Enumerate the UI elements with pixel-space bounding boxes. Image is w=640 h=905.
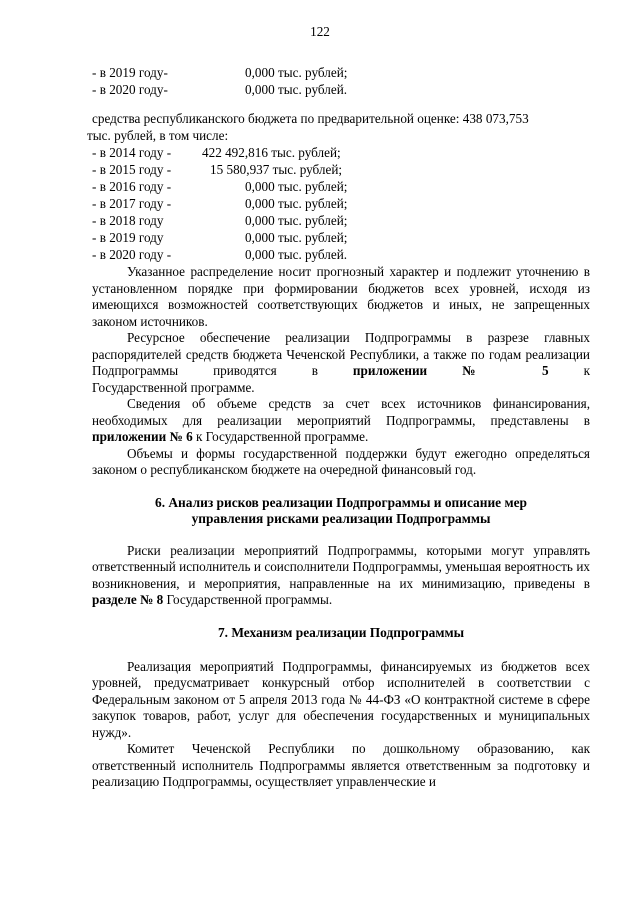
risks-paragraph: [92, 543, 590, 609]
year-amount: 0,000 тыс. рублей;: [245, 213, 348, 228]
forecast-paragraph: Указанное распределение носит прогнозный характер и подлежит уточнению в установленном порядке при формировании бюджетов всех уровней, исходя из имеющихся возможностей соответствующих бюджетов и иных, не запрещенных законом источников.: [92, 264, 590, 329]
section-6-title: [92, 495, 590, 527]
resources-paragraph-end: Государственной программе.: [92, 379, 255, 395]
year-label: - в 2015 году -: [92, 162, 172, 177]
year-label: - в 2018 году: [92, 213, 164, 228]
resources-paragraph: [92, 330, 590, 380]
mechanism-paragraph-2: Комитет Чеченской Республики по дошкольному образованию, как ответственный исполнитель Подпрограммы является ответственным за подготовку и реализацию Подпрограммы, осуществляет управленческие и: [92, 741, 590, 789]
year-line-2020-top: [92, 82, 590, 99]
mechanism-paragraph-1: Реализация мероприятий Подпрограммы, финансируемых из бюджетов всех уровней, предусматривает конкурсный отбор исполнителей в соответствии с Федеральным законом от 5 апреля 2013 года № 44-ФЗ «О контрактной системе в сфере закупок товаров, работ, услуг для обеспечения государственных и муниципальных нужд».: [92, 658, 590, 740]
section-8-reference: разделе № 8: [92, 592, 164, 607]
year-line-2016: [92, 179, 590, 196]
section-7-title: 7. Механизм реализации Подпрограммы: [217, 624, 465, 640]
year-line-2018: [92, 213, 590, 230]
appendix-5-reference: приложении № 5: [352, 363, 549, 378]
year-amount: 422 492,816 тыс. рублей;: [202, 145, 341, 160]
risks-text-end: Государственной программы.: [166, 592, 333, 607]
page-number: 122: [310, 24, 330, 39]
republic-budget-line2: тыс. рублей, в том числе:: [87, 128, 229, 143]
section-6-title-line1: 6. Анализ рисков реализации Подпрограммы и описание мер: [155, 494, 527, 510]
year-line-2017: [92, 196, 590, 213]
year-label: - в 2019 году-: [92, 65, 168, 80]
document-body: [87, 65, 590, 791]
year-label: - в 2014 году -: [92, 145, 172, 160]
year-label: - в 2017 году -: [92, 196, 172, 211]
section-6-title-line2: управления рисками реализации Подпрограммы: [191, 510, 491, 526]
year-line-2020: [92, 247, 590, 264]
year-line-2015: [92, 162, 590, 179]
year-line-2014: [92, 145, 590, 162]
year-amount: 0,000 тыс. рублей.: [245, 82, 348, 97]
year-line-2019-top: [92, 65, 590, 82]
resources-text-k: к: [583, 363, 590, 378]
year-line-2019: [92, 230, 590, 247]
appendix-6-reference: приложении № 6: [92, 429, 193, 444]
sources-paragraph: [92, 396, 590, 446]
year-label: - в 2019 году: [92, 230, 164, 245]
year-amount: 0,000 тыс. рублей;: [245, 230, 348, 245]
support-paragraph: Объемы и формы государственной поддержки будут ежегодно определяться законом о республиканском бюджете на очередной финансовый год.: [92, 445, 590, 477]
republic-budget-line1: средства республиканского бюджета по предварительной оценке: 438 073,753: [92, 111, 529, 126]
year-label: - в 2020 году-: [92, 82, 168, 97]
sources-text-end: к Государственной программе.: [195, 429, 369, 444]
year-amount: 0,000 тыс. рублей.: [245, 247, 348, 262]
year-amount: 0,000 тыс. рублей;: [245, 196, 348, 211]
year-amount: 0,000 тыс. рублей;: [245, 65, 348, 80]
sources-text: Сведения об объеме средств за счет всех источников финансирования, необходимых для реализации мероприятий Подпрограммы, представлены в: [92, 396, 590, 428]
resources-text: Ресурсное обеспечение реализации Подпрограммы в разрезе главных распорядителей средств бюджета Чеченской Республики, а также по годам реализации Подпрограммы приводятся в: [92, 330, 590, 378]
year-amount: 0,000 тыс. рублей;: [245, 179, 348, 194]
year-label: - в 2020 году -: [92, 247, 172, 262]
year-label: - в 2016 году -: [92, 179, 172, 194]
year-amount: 15 580,937 тыс. рублей;: [210, 162, 343, 177]
risks-text: Риски реализации мероприятий Подпрограммы, которыми могут управлять ответственный исполнитель и соисполнители Подпрограммы, уменьшая вероятность их возникновения, и мероприятия, направленные на их минимизацию, приведены в: [92, 542, 590, 591]
